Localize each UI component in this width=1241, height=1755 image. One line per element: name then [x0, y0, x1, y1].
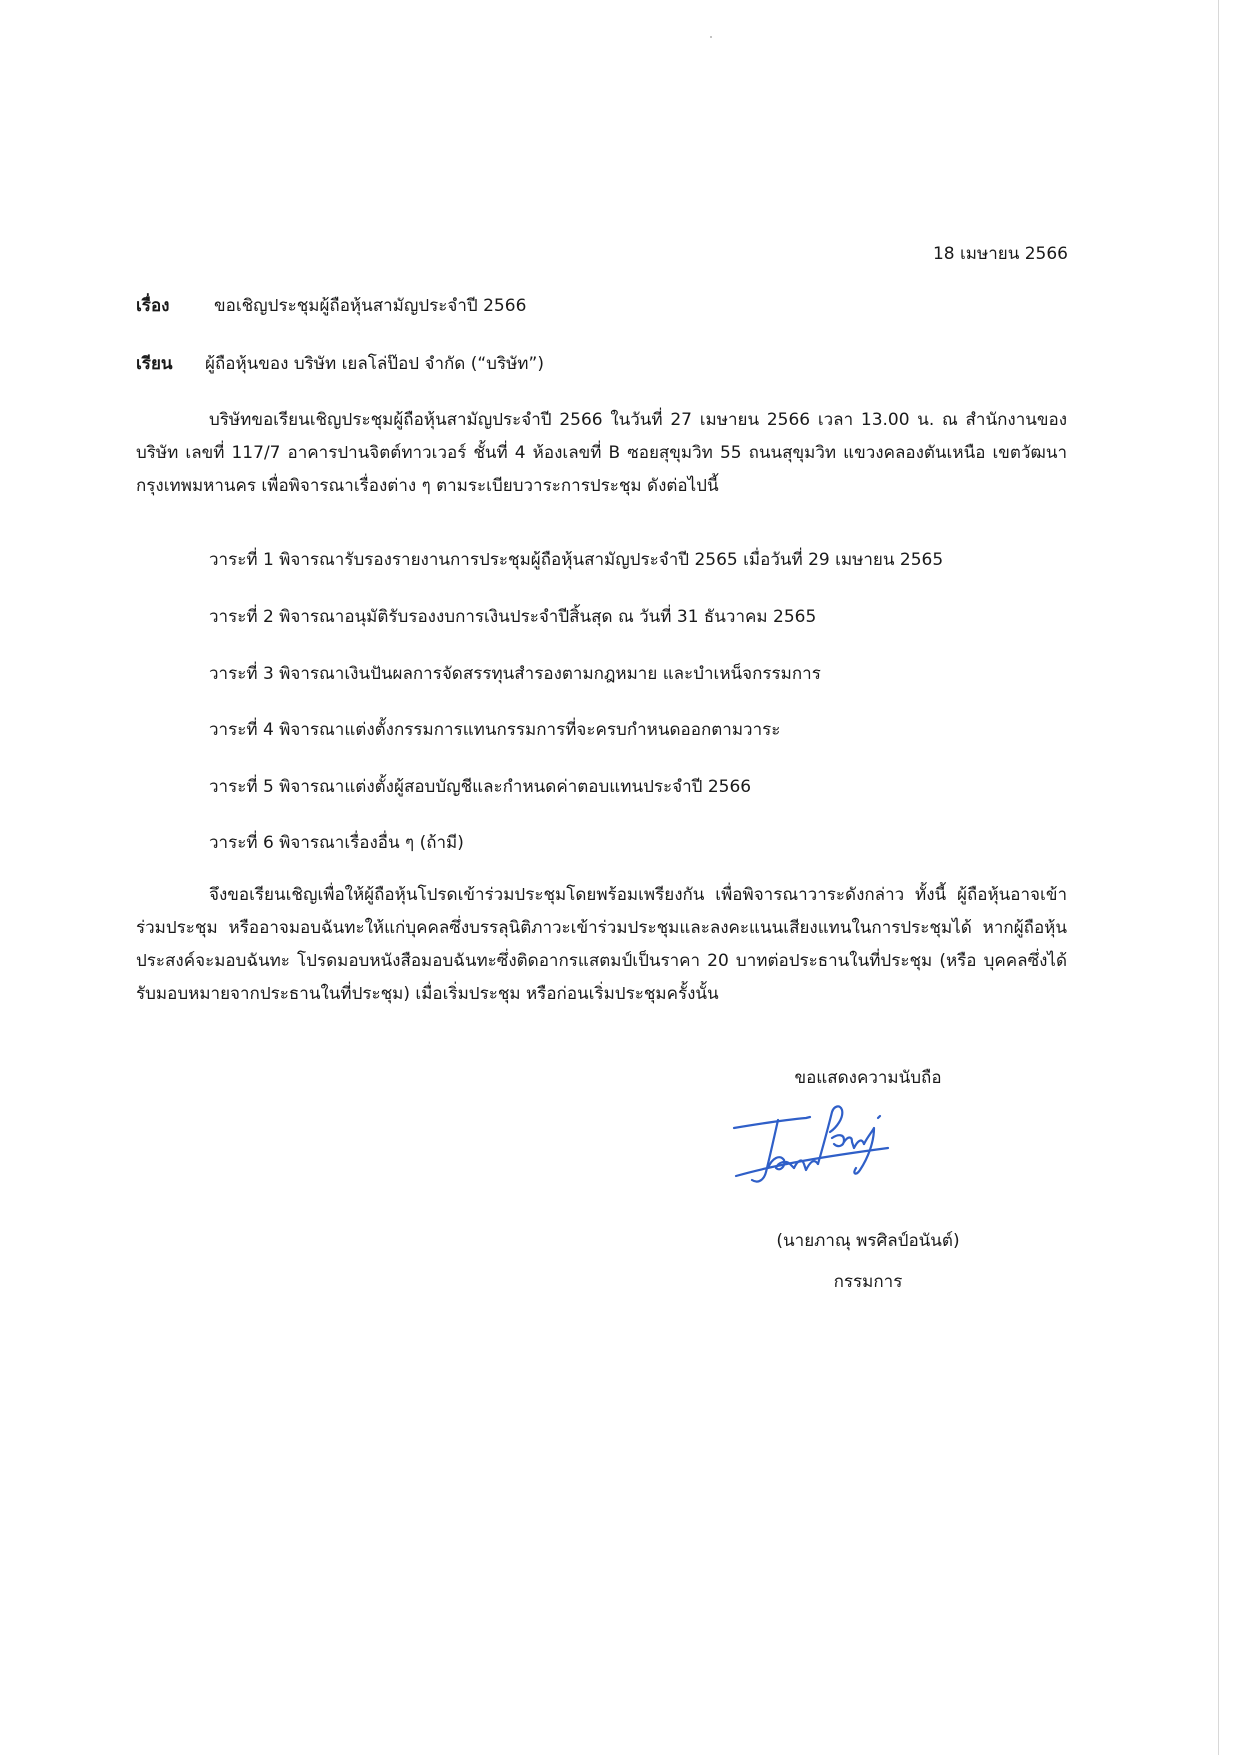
- intro-paragraph: บริษัทขอเรียนเชิญประชุมผู้ถือหุ้นสามัญประจำปี 2566 ในวันที่ 27 เมษายน 2566 เวลา 13.00 น. ณ สำนักงานของ บริษัท เลขที่ 117/7 อาคารปานจิตต์ทาวเวอร์ ชั้นที่ 4 ห้องเลขที่ B ซอยสุขุมวิท 55 ถนนสุขุมวิท แขวงคลองตันเหนือ เขตวัฒนา กรุงเทพมหานคร เพื่อพิจารณาเรื่องต่าง ๆ ตามระเบียบวาระการประชุม ดังต่อไปนี้: [136, 410, 1067, 496]
- letter-date: 18 เมษายน 2566: [932, 244, 1068, 264]
- closing-regards: ขอแสดงความนับถือ: [794, 1068, 942, 1088]
- subject-label: เรื่อง: [136, 296, 170, 316]
- agenda-item-1: วาระที่ 1 พิจารณารับรองรายงานการประชุมผู้ถือหุ้นสามัญประจำปี 2565 เมื่อวันที่ 29 เมษายน 2565: [209, 550, 944, 570]
- recipient-text: ผู้ถือหุ้นของ บริษัท เยลโล่ป๊อป จำกัด (“บริษัท”): [205, 354, 544, 374]
- scan-speck: [710, 36, 712, 38]
- agenda-item-4: วาระที่ 4 พิจารณาแต่งตั้งกรรมการแทนกรรมการที่จะครบกำหนดออกตามวาระ: [209, 720, 781, 740]
- signatory-position: กรรมการ: [833, 1272, 903, 1292]
- agenda-item-6: วาระที่ 6 พิจารณาเรื่องอื่น ๆ (ถ้ามี): [209, 833, 464, 853]
- invitation-paragraph: จึงขอเรียนเชิญเพื่อให้ผู้ถือหุ้นโปรดเข้าร่วมประชุมโดยพร้อมเพรียงกัน เพื่อพิจารณาวาระดังกล่าว ทั้งนี้ ผู้ถือหุ้นอาจเข้า ร่วมประชุม หรืออาจมอบฉันทะให้แก่บุคคลซึ่งบรรลุนิติภาวะเข้าร่วมประชุมและลงคะแนนเสียงแทนในการประชุมได้ หากผู้ถือหุ้นประสงค์จะมอบฉันทะ โปรดมอบหนังสือมอบฉันทะซึ่งติดอากรแสตมป์เป็นราคา 20 บาทต่อประธานในที่ประชุม (หรือ บุคคลซึ่งได้รับมอบหมายจากประธานในที่ประชุม) เมื่อเริ่มประชุม หรือก่อนเริ่มประชุมครั้งนั้น: [136, 885, 1067, 1004]
- agenda-item-3: วาระที่ 3 พิจารณาเงินปันผลการจัดสรรทุนสำรองตามกฎหมาย และบำเหน็จกรรมการ: [209, 664, 821, 684]
- page-edge-line: [1218, 0, 1219, 1755]
- recipient-label: เรียน: [136, 354, 173, 374]
- agenda-item-2: วาระที่ 2 พิจารณาอนุมัติรับรองงบการเงินประจำปีสิ้นสุด ณ วันที่ 31 ธันวาคม 2565: [209, 607, 817, 627]
- agenda-item-5: วาระที่ 5 พิจารณาแต่งตั้งผู้สอบบัญชีและกำหนดค่าตอบแทนประจำปี 2566: [209, 777, 752, 797]
- signature-image: [728, 1098, 898, 1208]
- subject-text: ขอเชิญประชุมผู้ถือหุ้นสามัญประจำปี 2566: [214, 296, 527, 316]
- signatory-name: (นายภาณุ พรศิลป์อนันต์): [776, 1231, 960, 1251]
